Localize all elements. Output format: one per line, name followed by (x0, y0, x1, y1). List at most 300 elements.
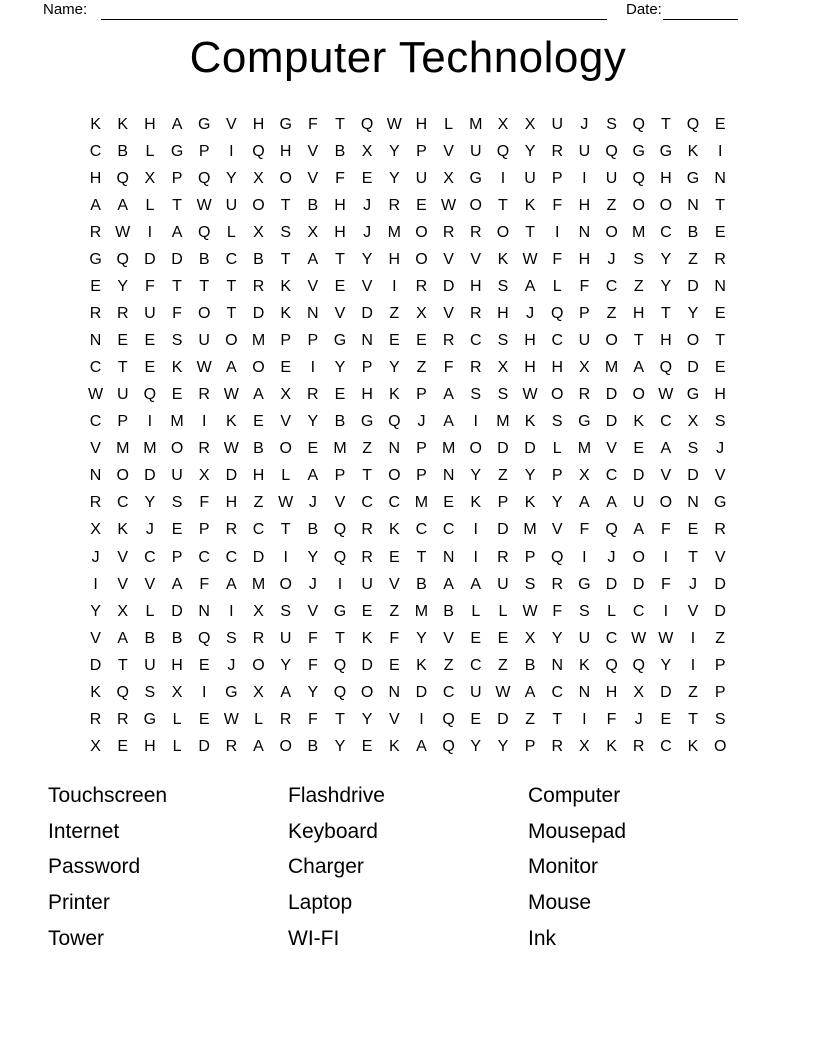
grid-letter: V (334, 494, 346, 512)
grid-letter: L (471, 602, 481, 620)
grid-letter: O (415, 250, 428, 268)
grid-letter: X (416, 304, 427, 322)
grid-letter: D (497, 521, 509, 539)
grid-letter: E (497, 629, 509, 647)
word-list-item: Ink (528, 926, 557, 950)
grid-letter: V (470, 250, 482, 268)
grid-letter: O (279, 440, 292, 458)
grid-letter: Y (524, 142, 536, 160)
grid-letter: T (688, 710, 698, 728)
grid-letter: D (632, 467, 645, 485)
grid-letter: E (470, 629, 482, 647)
grid-letter: U (524, 169, 536, 187)
grid-letter: C (660, 737, 672, 755)
word-list (48, 778, 768, 957)
grid-letter: E (90, 277, 101, 295)
grid-letter: B (524, 656, 536, 674)
grid-letter: E (388, 332, 400, 350)
word-list-item: Flashdrive (288, 784, 385, 807)
grid-letter: O (659, 494, 673, 512)
grid-letter: I (201, 413, 207, 431)
grid-letter: Y (144, 494, 156, 512)
grid-letter: O (496, 223, 510, 241)
grid-letter: J (634, 710, 643, 728)
grid-letter: T (525, 223, 535, 241)
word-list-item: Computer (528, 784, 621, 807)
grid-letter: O (252, 359, 265, 377)
grid-letter: Y (280, 656, 291, 674)
grid-letter: K (497, 250, 509, 268)
grid-letter: Q (605, 521, 618, 539)
grid-letter: J (526, 304, 535, 322)
grid-letter: W (658, 629, 674, 647)
grid-letter: H (578, 196, 591, 214)
grid-letter: T (335, 710, 345, 728)
grid-letter: P (579, 304, 590, 322)
grid-letter: C (89, 359, 102, 377)
grid-letter: H (252, 115, 265, 133)
grid-letter: T (362, 467, 373, 485)
grid-letter: C (361, 494, 373, 512)
grid-letter: I (555, 223, 560, 241)
grid-letter: L (552, 440, 562, 458)
grid-letter: I (500, 169, 506, 187)
word-list-column (48, 778, 288, 957)
grid-letter: Q (632, 115, 645, 133)
grid-letter: S (280, 223, 291, 241)
grid-letter: G (578, 413, 591, 431)
grid-letter: A (660, 440, 672, 458)
grid-letter: O (659, 196, 673, 214)
grid-letter: H (361, 386, 373, 404)
grid-letter: K (524, 196, 536, 214)
grid-letter: I (473, 521, 478, 539)
grid-letter: B (253, 440, 264, 458)
grid-letter: A (606, 494, 617, 512)
grid-letter: N (442, 548, 455, 566)
grid-letter: J (607, 250, 616, 268)
grid-letter: O (170, 440, 184, 458)
grid-letter: J (227, 656, 236, 674)
grid-letter: Z (362, 440, 373, 458)
grid-letter: D (415, 683, 428, 701)
word-list-item: Internet (48, 819, 120, 843)
grid-letter: T (335, 250, 345, 268)
grid-letter: G (333, 332, 347, 350)
grid-letter: K (226, 413, 237, 431)
grid-letter: K (524, 413, 536, 431)
grid-letter: O (469, 196, 482, 214)
grid-letter: L (254, 710, 263, 728)
grid-letter: I (147, 223, 153, 241)
word-list-item: Tower (48, 926, 105, 950)
grid-letter: S (470, 386, 482, 404)
grid-letter: T (280, 196, 291, 214)
grid-letter: K (361, 629, 373, 647)
grid-letter: E (117, 332, 129, 350)
grid-letter: C (116, 494, 129, 512)
grid-letter: E (171, 386, 183, 404)
grid-letter: C (144, 548, 156, 566)
grid-letter: D (632, 575, 645, 593)
grid-letter: R (198, 440, 210, 458)
grid-letter: Y (470, 467, 482, 485)
grid-letter: W (196, 359, 212, 377)
grid-letter: I (582, 169, 587, 187)
grid-letter: Q (116, 169, 129, 187)
grid-letter: W (115, 223, 131, 241)
grid-letter: R (225, 521, 238, 539)
grid-letter: R (89, 223, 102, 241)
grid-letter: V (280, 413, 291, 431)
grid-letter: X (90, 521, 101, 539)
grid-letter: V (226, 115, 237, 133)
word-list-column (528, 778, 768, 957)
grid-letter: V (443, 250, 454, 268)
grid-letter: T (498, 196, 508, 214)
grid-letter: V (443, 142, 454, 160)
grid-letter: Z (389, 602, 400, 620)
grid-letter: P (117, 413, 129, 431)
grid-letter: S (144, 683, 156, 701)
grid-letter: T (117, 656, 128, 674)
grid-letter: R (89, 494, 102, 512)
grid-letter: A (226, 575, 237, 593)
grid-letter: O (116, 467, 129, 485)
grid-letter: I (690, 656, 696, 674)
grid-letter: X (253, 602, 264, 620)
grid-letter: L (552, 277, 562, 295)
grid-letter: G (333, 602, 347, 620)
grid-letter: O (551, 386, 564, 404)
grid-letter: S (524, 575, 536, 593)
grid-letter: D (605, 386, 618, 404)
grid-letter: S (606, 115, 617, 133)
grid-letter: W (88, 386, 104, 404)
grid-letter: D (171, 602, 183, 620)
grid-letter: T (172, 196, 182, 214)
grid-letter: F (552, 250, 563, 268)
grid-letter: J (716, 440, 725, 458)
grid-letter: Q (333, 521, 347, 539)
page-title: Computer Technology (189, 33, 627, 82)
grid-letter: O (415, 223, 428, 241)
grid-letter: X (198, 467, 210, 485)
grid-letter: A (307, 250, 319, 268)
grid-letter: J (363, 196, 372, 214)
grid-letter: P (524, 737, 536, 755)
grid-letter: D (225, 467, 238, 485)
grid-letter: D (605, 575, 618, 593)
grid-letter: I (473, 413, 478, 431)
grid-letter: V (714, 467, 726, 485)
grid-letter: M (577, 440, 592, 458)
grid-letter: B (334, 142, 346, 160)
word-list-item: Laptop (288, 891, 353, 915)
grid-letter: H (714, 386, 726, 404)
grid-letter: I (717, 142, 723, 160)
grid-letter: W (223, 440, 239, 458)
grid-letter: M (116, 440, 130, 458)
grid-letter: C (225, 250, 238, 268)
grid-letter: W (196, 196, 212, 214)
grid-letter: Q (197, 223, 211, 241)
grid-letter: U (198, 332, 210, 350)
grid-letter: F (660, 575, 671, 593)
grid-letter: D (361, 656, 373, 674)
grid-letter: H (334, 223, 346, 241)
grid-letter: F (172, 304, 182, 322)
grid-letter: I (473, 548, 478, 566)
grid-letter: U (415, 169, 428, 187)
grid-letter: E (117, 737, 129, 755)
grid-letter: A (443, 575, 454, 593)
grid-letter: T (172, 277, 182, 295)
grid-letter: N (388, 440, 401, 458)
grid-letter: P (307, 332, 319, 350)
grid-letter: Q (551, 304, 564, 322)
grid-letter: G (89, 250, 102, 268)
grid-letter: V (606, 440, 617, 458)
grid-letter: E (361, 169, 373, 187)
grid-letter: V (144, 575, 156, 593)
grid-letter: O (605, 223, 618, 241)
grid-letter: T (117, 359, 128, 377)
grid-letter: C (469, 656, 482, 674)
grid-letter: V (714, 548, 726, 566)
grid-letter: W (522, 602, 538, 620)
grid-letter: R (714, 250, 726, 268)
grid-letter: M (414, 602, 429, 620)
grid-letter: C (605, 277, 618, 295)
grid-letter: E (198, 656, 210, 674)
grid-letter: K (579, 656, 590, 674)
grid-letter: F (145, 277, 155, 295)
grid-letter: P (171, 548, 183, 566)
grid-letter: K (633, 413, 645, 431)
grid-letter: F (307, 115, 318, 133)
grid-letter: O (197, 304, 211, 322)
grid-letter: Y (117, 277, 129, 295)
grid-letter: O (252, 656, 265, 674)
grid-letter: H (469, 277, 482, 295)
grid-letter: N (687, 196, 699, 214)
grid-letter: C (225, 548, 238, 566)
grid-letter: F (552, 196, 563, 214)
grid-letter: W (495, 683, 511, 701)
grid-letter: J (308, 575, 317, 593)
grid-letter: T (660, 115, 671, 133)
grid-letter: C (252, 521, 265, 539)
grid-letter: B (198, 250, 210, 268)
grid-letter: N (442, 467, 455, 485)
grid-letter: A (253, 386, 264, 404)
grid-letter: O (632, 196, 645, 214)
grid-letter: N (578, 683, 591, 701)
grid-letter: H (144, 115, 156, 133)
grid-letter: Y (226, 169, 237, 187)
grid-letter: B (307, 737, 319, 755)
grid-letter: G (143, 710, 157, 728)
grid-letter: I (663, 602, 669, 620)
grid-letter: X (579, 359, 590, 377)
grid-letter: M (251, 575, 266, 593)
grid-letter: H (171, 656, 183, 674)
grid-letter: K (388, 521, 400, 539)
grid-letter: I (201, 683, 207, 701)
grid-letter: Y (334, 737, 346, 755)
word-list-item: Mouse (528, 891, 592, 915)
grid-letter: P (416, 386, 427, 404)
grid-letter: H (334, 196, 346, 214)
grid-letter: S (551, 413, 563, 431)
grid-letter: Y (497, 737, 509, 755)
grid-letter: R (469, 304, 482, 322)
grid-letter: R (198, 386, 210, 404)
grid-letter: Y (660, 277, 672, 295)
grid-letter: O (632, 386, 645, 404)
grid-letter: F (199, 575, 210, 593)
grid-letter: S (687, 440, 699, 458)
grid-letter: X (280, 386, 291, 404)
grid-letter: A (171, 575, 183, 593)
grid-letter: A (579, 494, 590, 512)
grid-letter: R (497, 548, 509, 566)
grid-letter: T (416, 548, 427, 566)
grid-letter: E (388, 656, 400, 674)
grid-letter: Y (307, 683, 319, 701)
grid-letter: M (333, 440, 347, 458)
grid-letter: Z (688, 250, 698, 268)
grid-letter: A (524, 277, 536, 295)
grid-letter: E (334, 386, 346, 404)
grid-letter: H (252, 467, 265, 485)
grid-letter: D (252, 304, 265, 322)
grid-letter: E (361, 737, 373, 755)
grid-letter: V (361, 277, 373, 295)
grid-letter: I (337, 575, 343, 593)
grid-letter: D (442, 277, 455, 295)
grid-letter: E (714, 304, 726, 322)
grid-letter: A (226, 359, 237, 377)
grid-letter: X (253, 683, 264, 701)
grid-letter: X (524, 115, 536, 133)
grid-letter: A (253, 737, 264, 755)
grid-letter: D (198, 737, 210, 755)
grid-letter: A (280, 683, 291, 701)
word-list-item: WI-FI (288, 926, 340, 950)
grid-letter: T (688, 548, 698, 566)
grid-letter: Z (688, 683, 698, 701)
grid-letter: E (687, 521, 699, 539)
grid-letter: L (607, 602, 616, 620)
grid-letter: N (551, 656, 564, 674)
grid-letter: R (89, 304, 102, 322)
grid-letter: J (363, 223, 372, 241)
grid-letter: A (633, 359, 645, 377)
grid-letter: F (389, 629, 400, 647)
grid-letter: X (687, 413, 699, 431)
grid-letter: G (170, 142, 184, 160)
grid-letter: Y (416, 629, 427, 647)
grid-letter: Q (116, 683, 129, 701)
grid-letter: V (388, 710, 400, 728)
grid-letter: S (171, 494, 183, 512)
grid-letter: C (89, 142, 102, 160)
grid-letter: P (361, 359, 373, 377)
grid-letter: S (579, 602, 590, 620)
grid-letter: Q (496, 142, 510, 160)
grid-letter: E (253, 413, 264, 431)
grid-letter: B (416, 575, 427, 593)
grid-letter: Q (605, 142, 618, 160)
grid-letter: W (522, 250, 538, 268)
grid-letter: J (607, 548, 616, 566)
grid-letter: Q (116, 250, 129, 268)
grid-letter: E (144, 332, 156, 350)
grid-letter: D (714, 575, 726, 593)
grid-letter: N (578, 223, 591, 241)
grid-letter: E (416, 332, 427, 350)
grid-letter: T (633, 332, 644, 350)
grid-letter: F (443, 359, 454, 377)
grid-letter: Q (686, 115, 700, 133)
grid-letter: I (419, 710, 424, 728)
grid-letter: J (689, 575, 698, 593)
grid-letter: O (605, 332, 618, 350)
grid-letter: M (387, 223, 401, 241)
grid-letter: O (686, 332, 700, 350)
grid-letter: P (198, 521, 210, 539)
grid-letter: D (605, 413, 618, 431)
grid-letter: D (144, 250, 156, 268)
grid-letter: P (497, 494, 509, 512)
grid-letter: O (279, 575, 292, 593)
grid-letter: H (660, 169, 672, 187)
grid-letter: I (310, 359, 316, 377)
grid-letter: Y (660, 250, 672, 268)
grid-letter: X (579, 467, 590, 485)
grid-letter: V (117, 548, 129, 566)
grid-letter: M (441, 440, 456, 458)
grid-letter: R (469, 223, 482, 241)
grid-letter: X (579, 737, 590, 755)
grid-letter: E (307, 440, 319, 458)
grid-letter: P (551, 467, 563, 485)
grid-letter: R (632, 737, 645, 755)
grid-letter: E (714, 115, 726, 133)
grid-letter: S (497, 386, 509, 404)
grid-letter: U (144, 304, 156, 322)
grid-letter: C (605, 629, 618, 647)
grid-letter: N (687, 494, 699, 512)
grid-letter: Z (525, 710, 535, 728)
grid-letter: H (144, 737, 156, 755)
grid-letter: C (469, 332, 482, 350)
grid-letter: E (470, 710, 482, 728)
grid-letter: R (714, 521, 726, 539)
grid-letter: Y (361, 250, 373, 268)
grid-letter: R (551, 737, 564, 755)
grid-letter: I (147, 413, 153, 431)
grid-letter: E (714, 359, 726, 377)
grid-letter: W (522, 386, 538, 404)
grid-letter: Q (333, 656, 347, 674)
grid-letter: A (443, 386, 454, 404)
grid-letter: H (279, 142, 292, 160)
date-fill-line (663, 2, 738, 20)
grid-letter: P (714, 683, 726, 701)
